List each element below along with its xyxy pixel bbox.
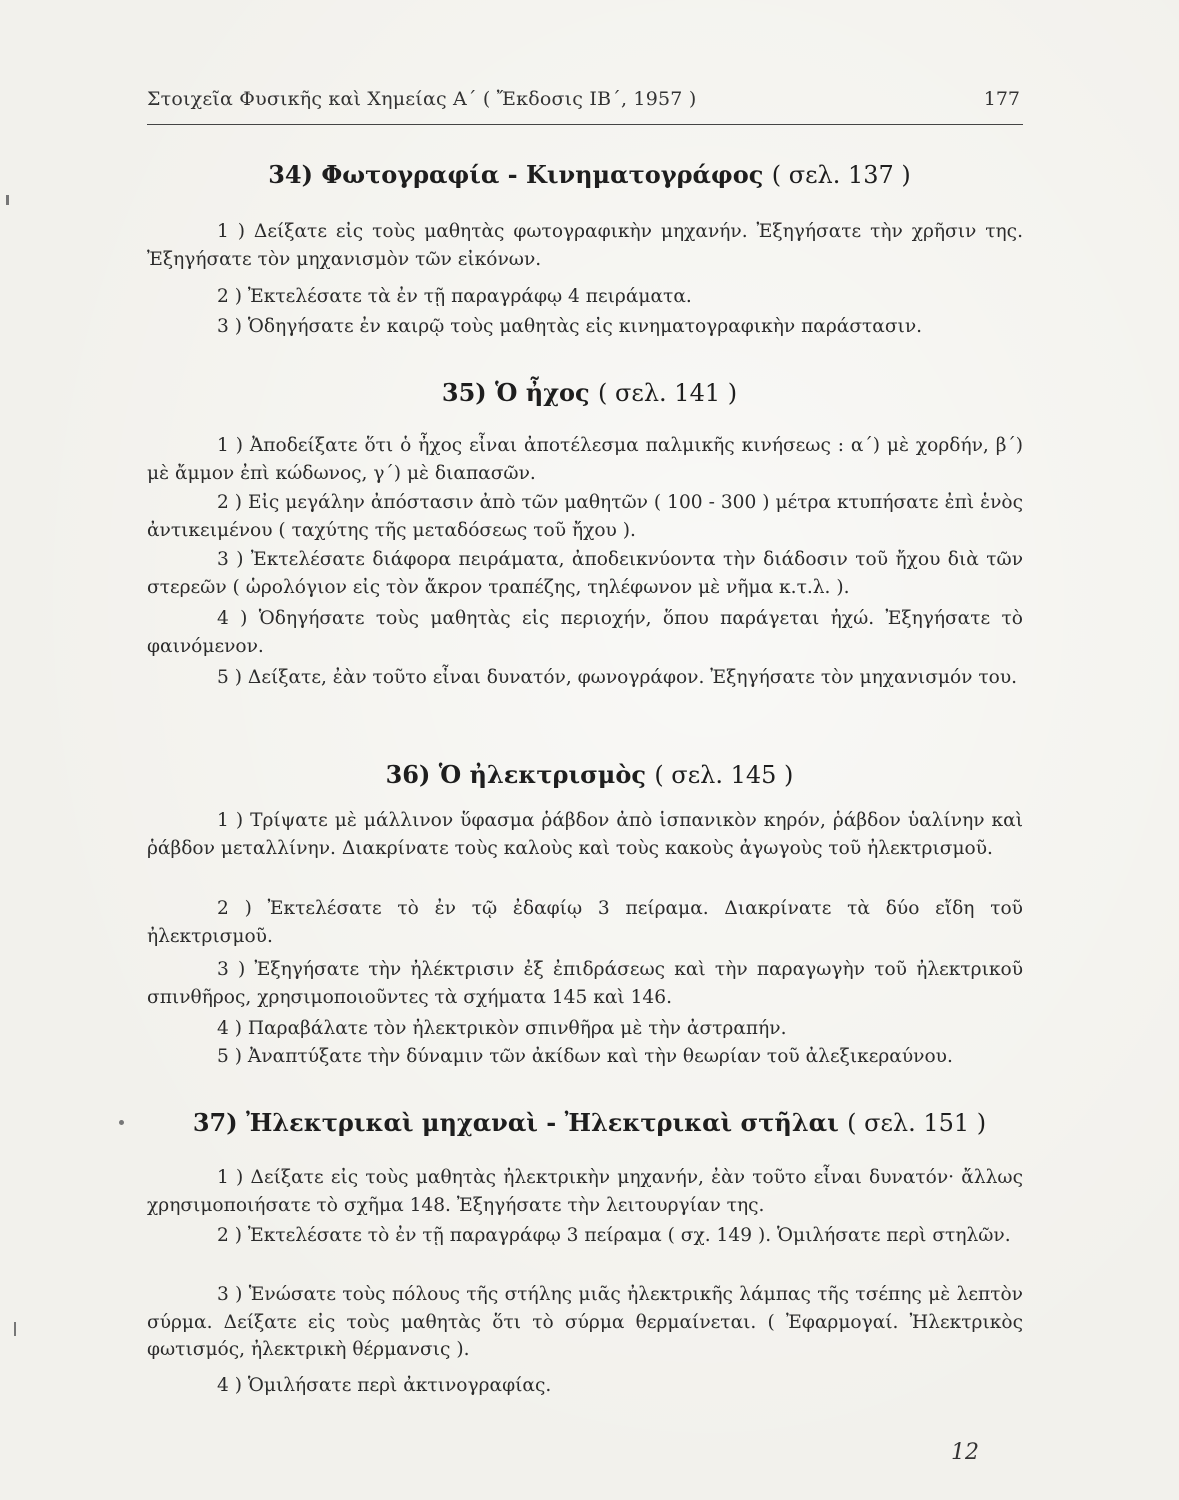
signature-number: 12 (951, 1440, 979, 1465)
section-heading-34 (0, 160, 1179, 189)
section-page-ref: ( σελ. 145 ) (654, 761, 794, 789)
page-number: 177 (983, 88, 1020, 110)
paragraph: 5 ) Ἀναπτύξατε τὴν δύναμιν τῶν ἀκίδων καὶ τὴν θεωρίαν τοῦ ἀλεξικεραύνου. (217, 1046, 953, 1067)
section-heading-35 (0, 378, 1179, 407)
margin-mark (6, 195, 9, 205)
paragraph: 3 ) Ὁδηγήσατε ἐν καιρῷ τοὺς μαθητὰς εἰς κινηματογραφικὴν παράστασιν. (217, 316, 923, 337)
header-rule (147, 124, 1023, 125)
paragraph: 2 ) Εἰς μεγάλην ἀπόστασιν ἀπὸ τῶν μαθητῶν ( 100 - 300 ) μέτρα κτυπήσατε ἐπὶ ἑνὸς ἀντικειμένου ( ταχύτης τῆς μεταδόσεως τοῦ ἤχου ). (147, 492, 1023, 541)
paragraph: 1 ) Τρίψατε μὲ μάλλινον ὕφασμα ῥάβδον ἀπὸ ἱσπανικὸν κηρόν, ῥάβδον ὑαλίνην καὶ ῥάβδον μεταλλίνην. Διακρίνατε τοὺς καλοὺς καὶ τοὺς κακοὺς ἀγωγοὺς τοῦ ἠλεκτρισμοῦ. (147, 810, 1023, 859)
paragraph: 1 ) Ἀποδείξατε ὅτι ὁ ἦχος εἶναι ἀποτέλεσμα παλμικῆς κινήσεως : α΄) μὲ χορδήν, β΄) μὲ ἄμμον ἐπὶ κώδωνος, γ΄) μὲ διαπασῶν. (147, 435, 1023, 484)
section-title: 36) Ὁ ἠλεκτρισμὸς (385, 760, 646, 789)
paragraph: 4 ) Ὁμιλήσατε περὶ ἀκτινογραφίας. (217, 1375, 552, 1396)
paragraph: 2 ) Ἐκτελέσατε τὰ ἐν τῇ παραγράφῳ 4 πειράματα. (217, 286, 692, 307)
section-page-ref: ( σελ. 151 ) (847, 1109, 987, 1137)
margin-mark (119, 1120, 124, 1125)
section-title: 34) Φωτογραφία - Κινηματογράφος (268, 160, 764, 189)
paragraph: 3 ) Ἐξηγήσατε τὴν ἠλέκτρισιν ἐξ ἐπιδράσεως καὶ τὴν παραγωγὴν τοῦ ἠλεκτρικοῦ σπινθῆρος, χρησιμοποιοῦντες τὰ σχήματα 145 καὶ 146. (147, 959, 1023, 1008)
paragraph: 3 ) Ἑνώσατε τοὺς πόλους τῆς στήλης μιᾶς ἠλεκτρικῆς λάμπας τῆς τσέπης μὲ λεπτὸν σύρμα. Δείξατε εἰς τοὺς μαθητὰς ὅτι τὸ σύρμα θερμαίνεται. ( Ἐφαρμογαί. Ἠλεκτρικὸς φωτισμός, ἠλεκτρικὴ θέρμανσις ). (147, 1284, 1023, 1360)
page-header (147, 88, 1020, 118)
section-title: 37) Ἠλεκτρικαὶ μηχαναὶ - Ἠλεκτρικαὶ στῆλαι (192, 1108, 839, 1137)
running-title: Στοιχεῖα Φυσικῆς καὶ Χημείας Α΄ ( Ἔκδοσις ΙΒ΄, 1957 ) (147, 88, 697, 110)
section-heading-36 (0, 760, 1179, 789)
paragraph: 3 ) Ἐκτελέσατε διάφορα πειράματα, ἀποδεικνύοντα τὴν διάδοσιν τοῦ ἤχου διὰ τῶν στερεῶν ( ὡρολόγιον εἰς τὸν ἄκρον τραπέζης, τηλέφωνον μὲ νῆμα κ.τ.λ. ). (147, 549, 1023, 598)
section-heading-37 (0, 1108, 1179, 1137)
section-page-ref: ( σελ. 141 ) (598, 379, 738, 407)
paragraph: 4 ) Παραβάλατε τὸν ἠλεκτρικὸν σπινθῆρα μὲ τὴν ἀστραπήν. (217, 1018, 787, 1039)
paragraph: 5 ) Δείξατε, ἐὰν τοῦτο εἶναι δυνατόν, φωνογράφον. Ἐξηγήσατε τὸν μηχανισμόν του. (217, 667, 1018, 688)
margin-mark (14, 1322, 16, 1336)
paragraph: 4 ) Ὁδηγήσατε τοὺς μαθητὰς εἰς περιοχήν, ὅπου παράγεται ἠχώ. Ἐξηγήσατε τὸ φαινόμενον. (147, 608, 1023, 657)
paragraph: 1 ) Δείξατε εἰς τοὺς μαθητὰς φωτογραφικὴν μηχανήν. Ἐξηγήσατε τὴν χρῆσιν της. Ἐξηγήσατε τὸν μηχανισμὸν τῶν εἰκόνων. (147, 221, 1023, 270)
section-page-ref: ( σελ. 137 ) (771, 161, 911, 189)
section-title: 35) Ὁ ἦχος (441, 378, 590, 407)
paragraph: 2 ) Ἐκτελέσατε τὸ ἐν τῇ παραγράφῳ 3 πείραμα ( σχ. 149 ). Ὁμιλήσατε περὶ στηλῶν. (217, 1225, 1011, 1246)
paragraph: 1 ) Δείξατε εἰς τοὺς μαθητὰς ἠλεκτρικὴν μηχανήν, ἐὰν τοῦτο εἶναι δυνατόν· ἄλλως χρησιμοποιήσατε τὸ σχῆμα 148. Ἐξηγήσατε τὴν λειτουργίαν της. (147, 1167, 1023, 1216)
paragraph: 2 ) Ἐκτελέσατε τὸ ἐν τῷ ἐδαφίῳ 3 πείραμα. Διακρίνατε τὰ δύο εἴδη τοῦ ἠλεκτρισμοῦ. (147, 898, 1023, 947)
